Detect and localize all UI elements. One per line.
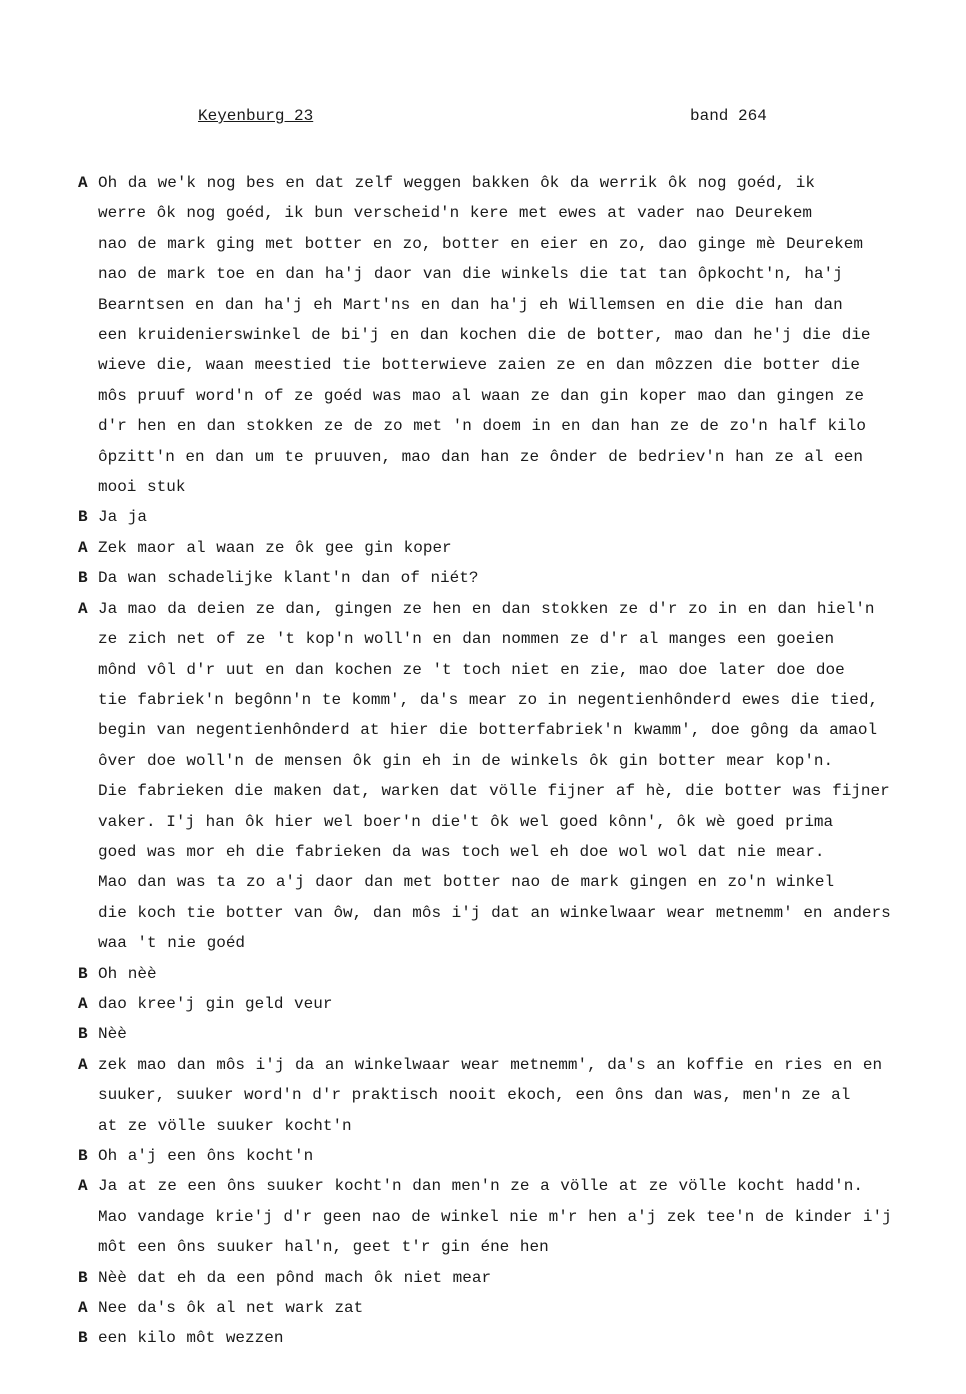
utterance-text: Oh nèè (98, 964, 157, 983)
header-tape-number: band 264 (690, 107, 767, 125)
utterance-text: dao kree'j gin geld veur (98, 994, 333, 1013)
speaker-label: B (78, 569, 88, 588)
turn (78, 1019, 918, 1049)
turn (78, 502, 918, 532)
speaker-label: A (78, 1055, 88, 1074)
speaker-label: B (78, 964, 88, 983)
turn (78, 1171, 918, 1262)
utterance-text: Ja at ze een ôns suuker kocht'n dan men'n ze a völle at ze völle kocht hadd'n. Mao vandage krie'j d'r geen nao de winkel nie m'r hen a'j zek tee'n de kinder i'j môt een ôns suuker hal'n, geet t'r gin éne hen (98, 1177, 892, 1257)
speaker-label: A (78, 1177, 88, 1196)
header-location: Keyenburg 23 (198, 107, 314, 125)
speaker-label: B (78, 1025, 88, 1044)
turn (78, 959, 918, 989)
turn (78, 1263, 918, 1293)
utterance-text: Oh a'j een ôns kocht'n (98, 1147, 314, 1165)
utterance-text: Nee da's ôk al net wark zat (98, 1299, 364, 1318)
speaker-label: A (78, 1299, 88, 1318)
speaker-label: B (78, 508, 88, 527)
utterance-text: Nèè (98, 1025, 127, 1044)
speaker-label: A (78, 174, 88, 192)
speaker-label: A (78, 994, 88, 1013)
turn (78, 168, 918, 502)
utterance-text: Ja mao da deien ze dan, gingen ze hen en dan stokken ze d'r zo in en dan hiel'n ze zich net of ze 't kop'n woll'n en dan nommen ze d'r al manges een goeien mônd vôl d'r uut en dan kochen ze 't toch niet en zie, mao doe later doe doe tie fabriek'n begônn'n te komm', da's mear zo in negentienhônderd ewes die tied, begin van negentienhônderd at hier die botterfabriek'n kwamm', doe gông da amaol ôver doe woll'n de mensen ôk gin eh in de winkels ôk gin botter mear kop'n. Die fabrieken die maken dat, warken dat völle fijner af hè, die botter was fijner vaker. I'j han ôk hier wel boer'n die't ôk wel goed kônn', ôk wè goed prima goed was mor eh die fabrieken da was toch wel eh doe wol wol dat nie mear. Mao dan was ta zo a'j daor dan met botter nao de mark gingen en zo'n winkel die koch tie botter van ôw, dan môs i'j dat an winkelwaar wear metnemm' en anders waa 't nie goéd (98, 599, 891, 953)
utterance-text: een kilo môt wezzen (98, 1329, 284, 1348)
turn (78, 1323, 918, 1353)
utterance-text: zek mao dan môs i'j da an winkelwaar wear metnemm', da's an koffie en ries en en suuker, suuker word'n d'r praktisch nooit ekoch, een ôns dan was, men'n ze al at ze völle suuker kocht'n (98, 1055, 883, 1135)
turn (78, 1050, 918, 1141)
utterance-text: Ja ja (98, 508, 148, 527)
utterance-text: Oh da we'k nog bes en dat zelf weggen bakken ôk da werrik ôk nog goéd, ik werre ôk nog goéd, ik bun verscheid'n kere met ewes at vader nao Deurekem nao de mark ging met botter en zo, botter en eier en zo, dao ginge mè Deurekem nao de mark toe en dan ha'j daor van die winkels die tat tan ôpkocht'n, ha'j Bearntsen en dan ha'j eh Mart'ns en dan ha'j eh Willemsen en die die han dan een kruidenierswinkel de bi'j en dan kochen die de botter, mao dan he'j die die wieve die, waan meestied tie botterwieve zaien ze en dan môzzen die botter die môs pruuf word'n of ze goéd was mao al waan ze dan gin koper mao dan gingen ze d'r hen en dan stokken ze de zo met 'n doem in en dan han ze de zo'n half kilo ôpzitt'n en dan um te pruuven, mao dan han ze ônder de bedriev'n han ze al een mooi stuk (98, 174, 871, 497)
utterance-text: Da wan schadelijke klant'n dan of niét? (98, 569, 479, 588)
turn (78, 1293, 918, 1323)
transcript-body (78, 168, 918, 1354)
utterance-text: Nèè dat eh da een pônd mach ôk niet mear (98, 1268, 492, 1287)
utterance-text: Zek maor al waan ze ôk gee gin koper (98, 538, 452, 557)
turn (78, 594, 918, 959)
speaker-label: A (78, 538, 88, 557)
speaker-label: A (78, 599, 88, 618)
turn (78, 989, 918, 1019)
speaker-label: B (78, 1329, 88, 1348)
turn (78, 533, 918, 563)
speaker-label: B (78, 1268, 88, 1287)
speaker-label: B (78, 1147, 88, 1165)
turn (78, 1141, 918, 1171)
turn (78, 563, 918, 593)
